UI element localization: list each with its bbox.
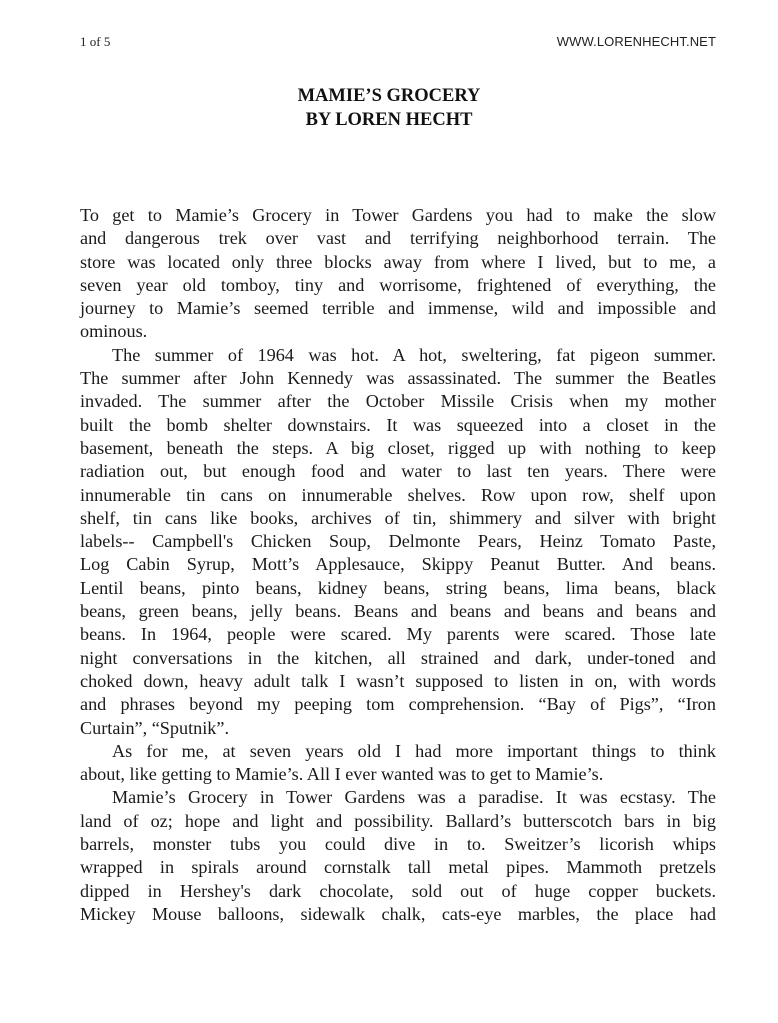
text-line: shelf, tin cans like books, archives of tin, shimmery and silver with bright	[80, 507, 716, 528]
text-line: beans. In 1964, people were scared. My parents were scared. Those late	[80, 624, 716, 645]
text-line: and dangerous trek over vast and terrifying neighborhood terrain. The	[80, 228, 716, 249]
document-title	[0, 84, 778, 132]
text-line: wrapped in spirals around cornstalk tall metal pipes. Mammoth pretzels	[80, 857, 716, 878]
text-line: barrels, monster tubs you could dive in to. Sweitzer’s licorish whips	[80, 834, 716, 855]
text-line: seven year old tomboy, tiny and worrisome, frightened of everything, the	[80, 274, 716, 295]
text-line: As for me, at seven years old I had more important things to think	[112, 740, 716, 761]
text-line: dipped in Hershey's dark chocolate, sold out of huge copper buckets.	[80, 880, 716, 901]
text-line: beans, green beans, jelly beans. Beans and beans and beans and beans and	[80, 601, 716, 622]
page-number: 1 of 5	[80, 34, 111, 49]
text-line: invaded. The summer after the October Missile Crisis when my mother	[80, 391, 716, 412]
text-line: store was located only three blocks away from where I lived, but to me, a	[80, 251, 716, 272]
text-line: The summer after John Kennedy was assassinated. The summer the Beatles	[80, 368, 716, 389]
text-line: choked down, heavy adult talk I wasn’t supposed to listen in on, with words	[80, 670, 716, 691]
text-line: journey to Mamie’s seemed terrible and immense, wild and impossible and	[80, 298, 716, 319]
text-line: radiation out, but enough food and water to last ten years. There were	[80, 461, 716, 482]
text-line: Curtain”, “Sputnik”.	[80, 717, 230, 738]
text-line: and phrases beyond my peeping tom comprehension. “Bay of Pigs”, “Iron	[80, 694, 716, 715]
author-byline: BY LOREN HECHT	[305, 110, 473, 130]
text-line: Mamie’s Grocery in Tower Gardens was a paradise. It was ecstasy. The	[112, 787, 716, 808]
site-url: WWW.LORENHECHT.NET	[556, 34, 716, 49]
text-line: ominous.	[80, 321, 148, 342]
text-line: The summer of 1964 was hot. A hot, sweltering, fat pigeon summer.	[112, 344, 716, 365]
text-line: night conversations in the kitchen, all strained and dark, under-toned and	[80, 647, 716, 668]
text-line: labels-- Campbell's Chicken Soup, Delmonte Pears, Heinz Tomato Paste,	[80, 531, 716, 552]
story-body	[80, 204, 716, 926]
text-line: built the bomb shelter downstairs. It was squeezed into a closet in the	[80, 414, 716, 435]
text-line: Mickey Mouse balloons, sidewalk chalk, cats-eye marbles, the place had	[80, 903, 716, 924]
page-header	[80, 34, 716, 54]
text-line: To get to Mamie’s Grocery in Tower Gardens you had to make the slow	[80, 205, 716, 225]
text-line: innumerable tin cans on innumerable shelves. Row upon row, shelf upon	[80, 484, 716, 505]
story-title: MAMIE’S GROCERY	[297, 86, 481, 106]
text-line: basement, beneath the steps. A big closet, rigged up with nothing to keep	[80, 437, 716, 458]
text-line: about, like getting to Mamie’s. All I ever wanted was to get to Mamie’s.	[80, 764, 604, 785]
text-line: land of oz; hope and light and possibility. Ballard’s butterscotch bars in big	[80, 810, 716, 831]
text-line: Log Cabin Syrup, Mott’s Applesauce, Skippy Peanut Butter. And beans.	[80, 554, 716, 575]
text-line: Lentil beans, pinto beans, kidney beans, string beans, lima beans, black	[80, 577, 716, 598]
